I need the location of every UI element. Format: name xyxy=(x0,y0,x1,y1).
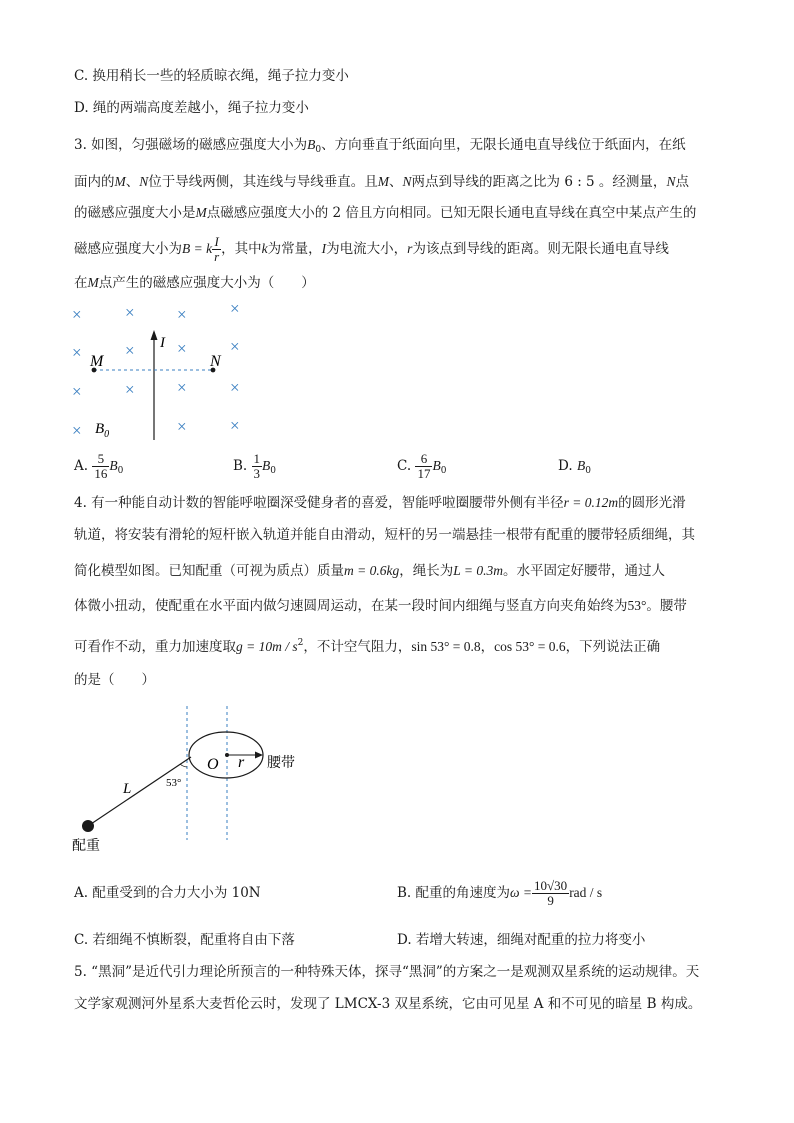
q3-line-4: 磁感应强度大小为B = k $\frac{I}{r}$ ，其中k为常量，I为电流大小，r为该点到导线的距离。则无限长通电直导线 xyxy=(74,234,669,264)
label-n: N xyxy=(210,353,221,370)
label-counterweight: 配重 xyxy=(72,839,100,854)
field-cross: × xyxy=(177,378,187,397)
label-o: O xyxy=(207,756,219,773)
q4-line-4: 体微小扭动，使配重在水平面内做匀速圆周运动，在某一段时间内细绳与竖直方向夹角始终为53°。腰带 xyxy=(74,598,687,614)
field-cross: × xyxy=(72,382,82,401)
formula-fraction: $\frac{I}{r}$ xyxy=(214,234,220,264)
q4-hula-hoop-figure xyxy=(70,700,330,860)
field-cross: × xyxy=(125,380,135,399)
q3-option-d: D. $B_0$ xyxy=(558,458,591,476)
q3-option-c: C. $\frac{6}{17}$ $B_0$ xyxy=(397,451,447,481)
label-belt: 腰带 xyxy=(267,756,295,771)
field-cross: × xyxy=(125,303,135,322)
field-cross: × xyxy=(125,341,135,360)
field-cross: × xyxy=(230,416,240,435)
label-r: r xyxy=(238,754,245,771)
label-m: M xyxy=(90,353,104,370)
label-l: L xyxy=(123,781,132,797)
q5-line-1: 5. “黑洞”是近代引力理论所预言的一种特殊天体，探寻“黑洞”的方案之一是观测双星系统的运动规律。天 xyxy=(74,964,700,980)
field-cross: × xyxy=(230,337,240,356)
q3-line-2: 面内的M、N位于导线两侧，其连线与导线垂直。且M、N两点到导线的距离之比为 6 : 5 。经测量，N点 xyxy=(74,174,689,190)
field-cross: × xyxy=(177,305,187,324)
field-cross: × xyxy=(230,299,240,318)
angle-arc xyxy=(180,764,187,767)
counterweight xyxy=(82,820,94,832)
q3-line-1: 3. 如图，匀强磁场的磁感应强度大小为$B_0$、方向垂直于纸面向里，无限长通电直导线位于纸面内，在纸 xyxy=(74,137,686,155)
q4-line-5: 可看作不动，重力加速度取$g = 10m / s^2$，不计空气阻力，sin 53° = 0.8，cos 53° = 0.6，下列说法正确 xyxy=(74,638,661,655)
q3-line-5: 在M点产生的磁感应强度大小为（ ） xyxy=(74,275,315,291)
label-angle: 53° xyxy=(166,777,182,789)
q4-option-c: C. 若细绳不慎断裂，配重将自由下落 xyxy=(74,932,295,948)
label-b0: $B_0$ xyxy=(95,421,110,440)
field-cross: × xyxy=(177,417,187,436)
q4-option-d: D. 若增大转速，细绳对配重的拉力将变小 xyxy=(397,932,646,948)
field-cross: × xyxy=(72,343,82,362)
q2-option-d: D. 绳的两端高度差越小，绳子拉力变小 xyxy=(74,100,309,116)
field-cross: × xyxy=(230,378,240,397)
current-label: I xyxy=(160,335,165,351)
field-cross: × xyxy=(72,421,82,440)
q4-line-1: 4. 有一种能自动计数的智能呼啦圈深受健身者的喜爱，智能呼啦圈腰带外侧有半径r = 0.12m的圆形光滑 xyxy=(74,495,686,511)
q4-option-a: A. 配重受到的合力大小为 10N xyxy=(74,885,261,901)
q4-line-6: 的是（ ） xyxy=(74,672,155,688)
radius-arrow xyxy=(255,752,263,759)
q3-option-a: A. $\frac{5}{16}$ $B_0$ xyxy=(74,451,124,481)
q3-option-b: B. $\frac{1}{3}$ $B_0$ xyxy=(233,451,276,481)
q3-magnetic-field-figure xyxy=(60,296,260,446)
current-arrow xyxy=(151,330,158,340)
field-cross: × xyxy=(177,339,187,358)
q2-option-c: C. 换用稍长一些的轻质晾衣绳，绳子拉力变小 xyxy=(74,68,349,84)
q5-line-2: 文学家观测河外星系大麦哲伦云时，发现了 LMCX-3 双星系统，它由可见星 A 和不可见的暗星 B 构成。 xyxy=(74,996,702,1012)
rope xyxy=(88,757,191,826)
q4-line-3: 简化模型如图。已知配重（可视为质点）质量m = 0.6kg，绳长为L = 0.3m。水平固定好腰带，通过人 xyxy=(74,563,665,579)
q3-line-3: 的磁感应强度大小是M点磁感应强度大小的 2 倍且方向相同。已知无限长通电直导线在真空中某点产生的 xyxy=(74,205,697,221)
field-cross: × xyxy=(72,305,82,324)
q4-option-b: B. 配重的角速度为ω = $\frac{10√30}{9}$ rad / s xyxy=(397,878,603,908)
q4-line-2: 轨道，将安装有滑轮的短杆嵌入轨道并能自由滑动，短杆的另一端悬挂一根带有配重的腰带轻质细绳，其 xyxy=(74,527,695,543)
